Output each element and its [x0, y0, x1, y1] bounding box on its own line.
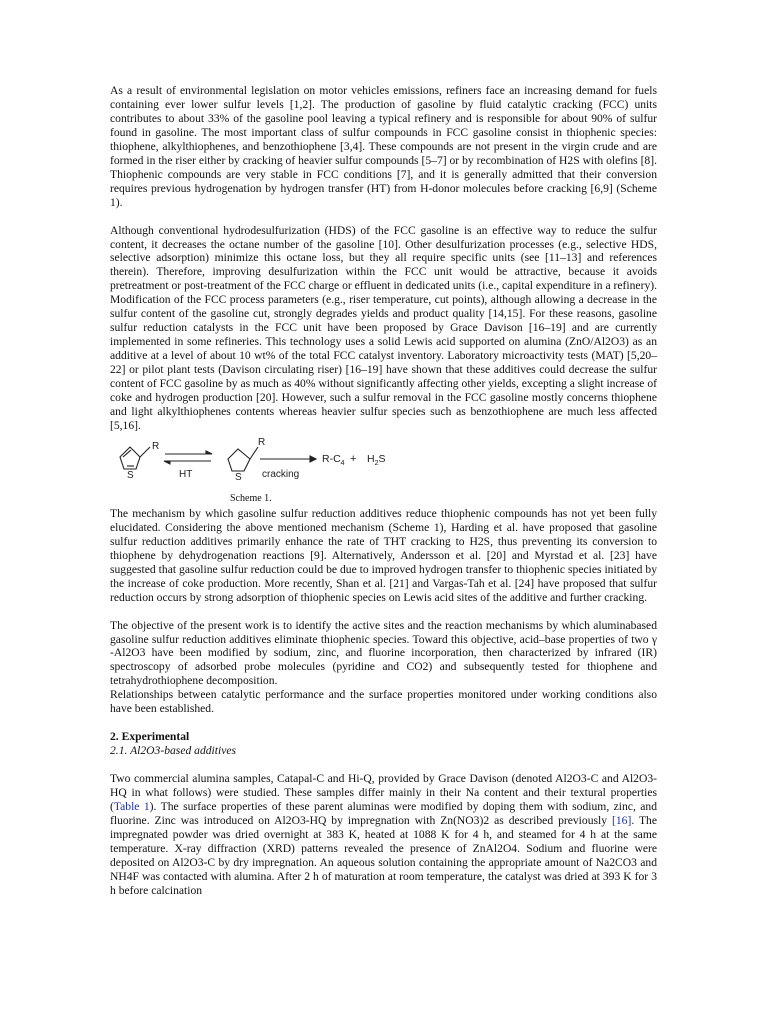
cracking-arrow	[260, 456, 316, 462]
cracking-label: cracking	[262, 468, 300, 480]
plus-sign: +	[350, 452, 357, 465]
thiophene-structure	[120, 447, 150, 469]
scheme-1-diagram	[110, 437, 657, 497]
tht-r-label: R	[258, 436, 266, 448]
paragraph-experimental	[110, 772, 657, 898]
equilibrium-arrow	[164, 451, 212, 464]
thiophene-r-label: R	[152, 440, 160, 452]
h2s-subscript: 2	[374, 459, 379, 467]
h2s-s: S	[378, 452, 386, 465]
experimental-text-3: . The impregnated powder was dried overnight at 383 K, heated at 1088 K for 4 h, and steamed for 4 h at the same temperature. X-ray diffraction (XRD) patterns revealed the presence of ZnAl2O4. Sodium and fluorine were deposited on Al2O3-C by dry impregnation. An aqueous solution containing the appropriate amount of Na2CO3 and NH4F was contacted with alumina. After 2 h of maturation at room temperature, the catalyst was dried at 393 K for 3 h before calcination	[110, 813, 657, 897]
scheme-1-figure	[110, 437, 657, 507]
product-rc: R-C	[322, 452, 341, 465]
paragraph-objective: The objective of the present work is to identify the active sites and the reaction mechanisms by which aluminabased gasoline sulfur reduction additives eliminate thiophenic species. Toward this objective, acid–base properties of two γ -Al2O3 have been modified by sodium, zinc, and fluorine incorporation, then characterized by infrared (IR) spectroscopy of adsorbed probe molecules (pyridine and CO2) and subsequently tested for thiophene and tetrahydrothiophene decomposition.	[110, 618, 657, 688]
products-label	[322, 453, 345, 467]
tht-s-label: S	[235, 471, 242, 483]
experimental-text-1: Two commercial alumina samples, Catapal-C and Hi-Q, provided by Grace Davison (denoted Al2O3-C and Al2O3-HQ in what follows) were studied. These samples differ mainly in their Na content and their textural properties (	[110, 772, 657, 814]
section-heading: 2. Experimental	[110, 730, 190, 744]
tetrahydrothiophene-structure	[228, 447, 258, 471]
table-1-link[interactable]: Table 1	[113, 800, 150, 814]
subsection-heading: 2.1. Al2O3-based additives	[110, 744, 237, 758]
product-rc-subscript: 4	[340, 459, 345, 467]
ht-label: HT	[179, 468, 193, 480]
h2s-h: H	[367, 452, 375, 465]
reference-16-link[interactable]: [16]	[611, 813, 632, 827]
h2s-label	[367, 453, 386, 467]
paragraph-relationships: Relationships between catalytic performance and the surface properties monitored under working conditions also have been established.	[110, 688, 657, 716]
document-page	[110, 84, 657, 898]
paragraph-intro: As a result of environmental legislation on motor vehicles emissions, refiners face an increasing demand for fuels containing ever lower sulfur levels [1,2]. The production of gasoline by fluid catalytic cracking (FCC) units contributes to about 33% of the gasoline pool leaving a typical refinery and is responsible for about 90% of sulfur found in gasoline. The most important class of sulfur compounds in FCC gasoline consist in thiophenic species: thiophene, alkylthiophenes, and benzothiophene [3,4]. These compounds are not present in the virgin crude and are formed in the riser either by cracking of heavier sulfur compounds [5–7] or by recombination of H2S with olefins [8]. Thiophenic compounds are very stable in FCC conditions [7], and it is generally admitted that their conversion requires previous hydrogenation by hydrogen transfer (HT) from H-donor molecules before cracking [6,9] (Scheme 1).	[110, 84, 657, 209]
experimental-text-2: ). The surface properties of these parent aluminas were modified by doping them with sodium, zinc, and fluorine. Zinc was introduced on Al2O3-HQ by impregnation with Zn(NO3)2 as described previously	[110, 800, 657, 827]
thiophene-s-label: S	[127, 469, 134, 481]
scheme-caption: Scheme 1.	[230, 492, 272, 504]
paragraph-hds: Although conventional hydrodesulfurization (HDS) of the FCC gasoline is an effective way to reduce the sulfur content, it decreases the octane number of the gasoline [10]. Other desulfurization processes (e.g., selective HDS, selective adsorption) minimize this octane loss, but they all require specific units (see [11–13] and references therein). Therefore, improving desulfurization within the FCC unit would be attractive, because it avoids pretreatment or post-treatment of the FCC charge or effluent in dedicated units (i.e., capital expenditure in a refinery). Modification of the FCC process parameters (e.g., riser temperature, cut points), although allowing a decrease in the sulfur content of the gasoline cut, strongly degrades yields and product quality [14,15]. For these reasons, gasoline sulfur reduction catalysts in the FCC unit have been proposed by Grace Davison [16–19] and are currently implemented in some refineries. This technology uses a solid Lewis acid supported on alumina (ZnO/Al2O3) as an additive at a level of about 10 wt% of the total FCC catalyst inventory. Laboratory microactivity tests (MAT) [5,20–22] or pilot plant tests (Davison circulating riser) [16–19] have shown that these additives could decrease the sulfur content of FCC gasoline by as much as 40% without significantly affecting other yields, excepting a slight increase of coke and hydrogen production [20]. However, such a sulfur removal in the FCC gasoline mostly concerns thiophene and light alkylthiophenes contents whereas heavier sulfur species such as benzothiophene are much less affected [5,16].	[110, 223, 657, 432]
paragraph-mechanism: The mechanism by which gasoline sulfur reduction additives reduce thiophenic compounds has not yet been fully elucidated. Considering the above mentioned mechanism (Scheme 1), Harding et al. have proposed that gasoline sulfur reduction additives primarily enhance the rate of THT cracking to H2S, thus preventing its conversion to thiophene by dehydrogenation reactions [9]. Alternatively, Andersson et al. [20] and Myrstad et al. [23] have suggested that gasoline sulfur reduction could be due to improved hydrogen transfer to thiophenic species initiated by the increase of coke production. More recently, Shan et al. [21] and Vargas-Tah et al. [24] have proposed that sulfur reduction occurs by strong adsorption of thiophenic species on Lewis acid sites of the additive and further cracking.	[110, 506, 657, 604]
